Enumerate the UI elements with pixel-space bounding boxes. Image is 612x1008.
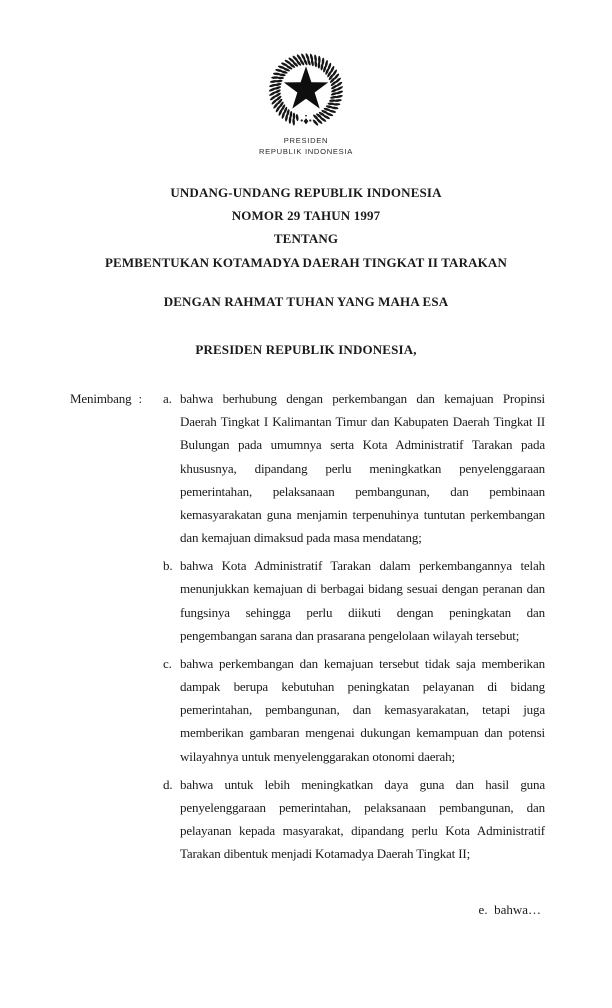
document-title xyxy=(0,181,612,274)
title-line-4: PEMBENTUKAN KOTAMADYA DAERAH TINGKAT II TARAKAN xyxy=(104,254,508,270)
considerations-list xyxy=(163,387,545,865)
considerations-section xyxy=(70,387,545,865)
consideration-item-a xyxy=(163,387,545,549)
consideration-item-c xyxy=(163,652,545,768)
invocation-line: DENGAN RAHMAT TUHAN YANG MAHA ESA xyxy=(163,294,449,309)
wreath-ribbon-icon xyxy=(301,115,312,124)
considerations-label-cell xyxy=(70,387,163,410)
item-text: bahwa untuk lebih meningkatkan daya guna dan hasil guna penyelenggaraan pemerintahan, pelaksanaan pembangunan, dan pelayanan kepada masyarakat, dipandang perlu Kota Administratif Tarakan dibentuk menjadi Kotamadya Daerah Tingkat II; xyxy=(180,776,545,862)
letterhead-presiden: PRESIDEN xyxy=(283,136,329,145)
item-letter: d. xyxy=(163,776,173,792)
item-letter: a. xyxy=(163,391,172,406)
item-text: bahwa Kota Administratif Tarakan dalam perkembangannya telah menunjukkan kemajuan di berbagai bidang sesuai dengan peranan dan fungsinya sehingga perlu diikuti dengan peningkatan dan pengembangan sarana dan prasarana pengelolaan wilayah tersebut; xyxy=(180,558,545,643)
item-letter: b. xyxy=(163,558,173,574)
item-text: bahwa berhubung dengan perkembangan dan kemajuan Propinsi Daerah Tingkat I Kalimantan Timur dan Kabupaten Daerah Tingkat II Bulungan pada umumnya serta Kota Administratif Tarakan pada khususnya, dipandang perlu meningkatkan penyelenggaraan pemerintahan, pelaksanaan pembangunan, dan pembinaan kemasyarakatan guna menjamin terpenuhinya tuntutan perkembangan dan kemajuan dimaksud pada masa mendatang; xyxy=(180,391,545,546)
issuer-line: PRESIDEN REPUBLIK INDONESIA, xyxy=(195,342,417,357)
item-text: bahwa perkembangan dan kemajuan tersebut tidak saja memberikan dampak berupa kebutuhan peningkatan pelayanan di bidang pemerintahan, pembangunan, dan kemasyarakatan, tetapi juga memberikan gambaran mengenai dukungan kemampuan dan potensi wilayahnya untuk menyelenggarakan otonomi daerah; xyxy=(180,655,545,764)
consideration-item-d xyxy=(163,773,545,866)
letterhead xyxy=(0,136,612,157)
considerations-colon: : xyxy=(138,391,142,406)
item-letter: c. xyxy=(163,655,172,671)
star-icon xyxy=(284,66,328,108)
title-line-1: UNDANG-UNDANG REPUBLIK INDONESIA xyxy=(170,185,442,200)
consideration-item-b xyxy=(163,554,545,647)
title-line-3: TENTANG xyxy=(273,231,339,247)
page-catchword: e. bahwa… xyxy=(478,902,541,917)
star-wreath-emblem-icon xyxy=(267,53,345,131)
presidential-seal xyxy=(267,53,345,131)
letterhead-republik-indonesia: REPUBLIK INDONESIA xyxy=(258,146,354,156)
considerations-label: Menimbang xyxy=(70,391,132,406)
title-line-2: NOMOR 29 TAHUN 1997 xyxy=(231,208,381,224)
